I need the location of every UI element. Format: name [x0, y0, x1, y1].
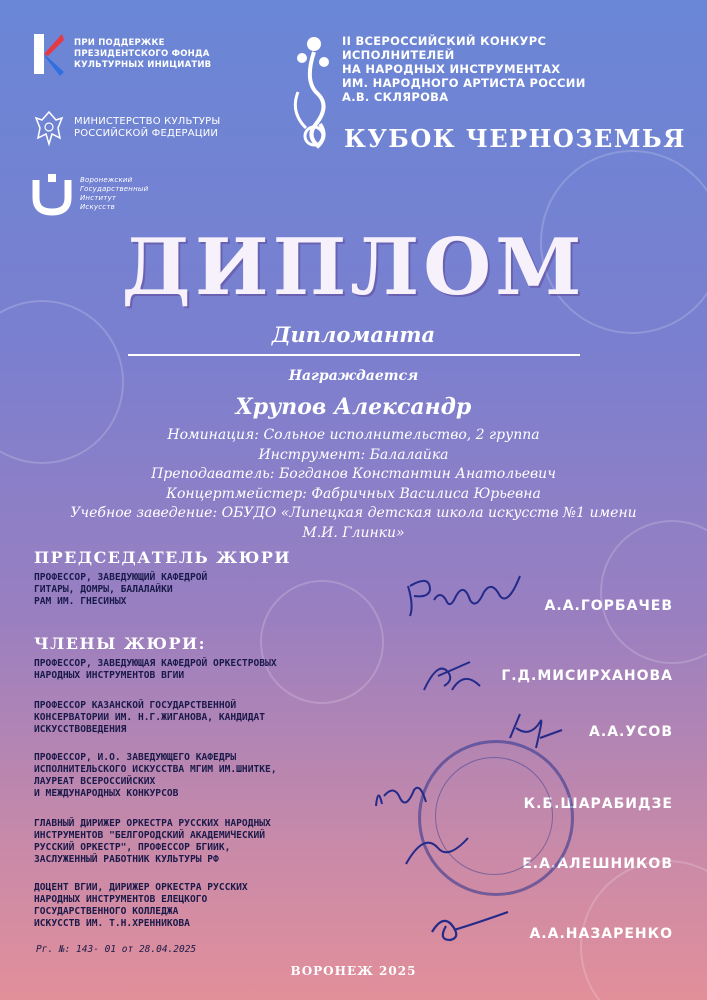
vgii-icon — [32, 172, 72, 216]
awardee-name: Хрупов Александр — [235, 394, 472, 420]
minkult-logo — [32, 108, 220, 148]
contest-title — [292, 34, 586, 104]
jury-name: К.Б.ШАРАБИДЗЕ — [523, 796, 673, 812]
diploma-title: ДИПЛОМ — [121, 222, 586, 313]
jury-name: Е.А.АЛЕШНИКОВ — [522, 856, 673, 872]
signature — [398, 828, 478, 872]
signature — [424, 902, 514, 946]
jury-name: Г.Д.МИСИРХАНОВА — [501, 668, 673, 684]
pfki-text: ПРИ ПОДДЕРЖКЕ ПРЕЗИДЕНТСКОГО ФОНДА КУЛЬТУРНЫХ ИНИЦИАТИВ — [74, 37, 212, 70]
contest-line: А.В. СКЛЯРОВА — [342, 90, 449, 104]
signature — [370, 776, 430, 816]
jury-name: А.А.НАЗАРЕНКО — [529, 926, 673, 942]
official-stamp — [418, 740, 574, 896]
award-details — [20, 426, 687, 543]
eagle-emblem-icon — [32, 108, 66, 148]
jury-desc: ПРОФЕССОР, ЗАВЕДУЮЩИЙ КАФЕДРОЙ ГИТАРЫ, ДОМРЫ, БАЛАЛАЙКИ РАМ ИМ. ГНЕСИНЫХ — [34, 572, 208, 607]
divider — [128, 354, 580, 356]
registration-note: Рг. №: 143- 01 от 28.04.2025 — [36, 944, 197, 955]
award-line: Учебное заведение: ОБУДО «Липецкая детская школа искусств №1 имени — [70, 505, 637, 521]
award-line: Номинация: Сольное исполнительство, 2 группа — [167, 427, 540, 443]
contest-line: НА НАРОДНЫХ ИНСТРУМЕНТАХ — [342, 62, 561, 76]
members-header: ЧЛЕНЫ ЖЮРИ: — [34, 634, 207, 653]
contest-lines — [342, 34, 586, 104]
award-line: М.И. Глинки» — [302, 524, 405, 541]
award-line: Инструмент: Балалайка — [258, 446, 449, 463]
jury-desc: ПРОФЕССОР, И.О. ЗАВЕДУЮЩЕГО КАФЕДРЫ ИСПОЛНИТЕЛЬСКОГО ИСКУССТВА МГИМ ИМ.ШНИТКЕ, ЛАУРЕАТ ВСЕРОССИЙСКИХ И МЕЖДУНАРОДНЫХ КОНКУРСОВ — [34, 752, 277, 799]
signature — [400, 566, 530, 626]
vgii-text: Воронежский Государственный Институт Искусств — [80, 176, 149, 211]
diploma-subtitle: Дипломанта — [271, 322, 436, 347]
award-line: Концертмейстер: Фабричных Василиса Юрьевна — [166, 485, 541, 502]
jury-name: А.А.ГОРБАЧЕВ — [544, 598, 673, 614]
minkult-text: МИНИСТЕРСТВО КУЛЬТУРЫ РОССИЙСКОЙ ФЕДЕРАЦИИ — [74, 116, 221, 139]
jury-desc: ГЛАВНЫЙ ДИРИЖЕР ОРКЕСТРА РУССКИХ НАРОДНЫХ ИНСТРУМЕНТОВ "БЕЛГОРОДСКИЙ АКАДЕМИЧЕСКИЙ РУССКИЙ ОРКЕСТР", ПРОФЕССОР БГИИК, ЗАСЛУЖЕННЫЙ РАБОТНИК КУЛЬТУРЫ РФ — [34, 818, 271, 865]
contest-line: ИСПОЛНИТЕЛЕЙ — [342, 48, 455, 62]
vgii-logo — [32, 172, 148, 216]
pfki-logo — [32, 32, 211, 76]
contest-line: ИМ. НАРОДНОГО АРТИСТА РОССИИ — [342, 76, 586, 90]
cup-title: КУБОК ЧЕРНОЗЕМЬЯ — [344, 124, 686, 153]
footer-city-year: ВОРОНЕЖ 2025 — [290, 964, 417, 978]
chair-header: ПРЕДСЕДАТЕЛЬ ЖЮРИ — [34, 548, 292, 567]
award-intro: Награждается — [288, 368, 419, 384]
jury-desc: ПРОФЕССОР КАЗАНСКОЙ ГОСУДАРСТВЕННОЙ КОНСЕРВАТОРИИ ИМ. Н.Г.ЖИГАНОВА, КАНДИДАТ ИСКУССТВОВЕДЕНИЯ — [34, 700, 266, 735]
jury-desc: ДОЦЕНТ ВГИИ, ДИРИЖЕР ОРКЕСТРА РУССКИХ НАРОДНЫХ ИНСТРУМЕНТОВ ЕЛЕЦКОГО ГОСУДАРСТВЕННОГО КОЛЛЕДЖА ИСКУССТВ ИМ. Т.Н.ХРЕННИКОВА — [34, 882, 248, 929]
contest-line: II ВСЕРОССИЙСКИЙ КОНКУРС — [342, 34, 547, 48]
jury-desc: ПРОФЕССОР, ЗАВЕДУЮЩАЯ КАФЕДРОЙ ОРКЕСТРОВЫХ НАРОДНЫХ ИНСТРУМЕНТОВ ВГИИ — [34, 658, 277, 681]
award-line: Преподаватель: Богданов Константин Анатольевич — [151, 466, 556, 482]
signature — [418, 650, 488, 700]
signature — [500, 708, 570, 758]
pfki-icon — [32, 32, 66, 76]
jury-name: А.А.УСОВ — [589, 724, 673, 740]
